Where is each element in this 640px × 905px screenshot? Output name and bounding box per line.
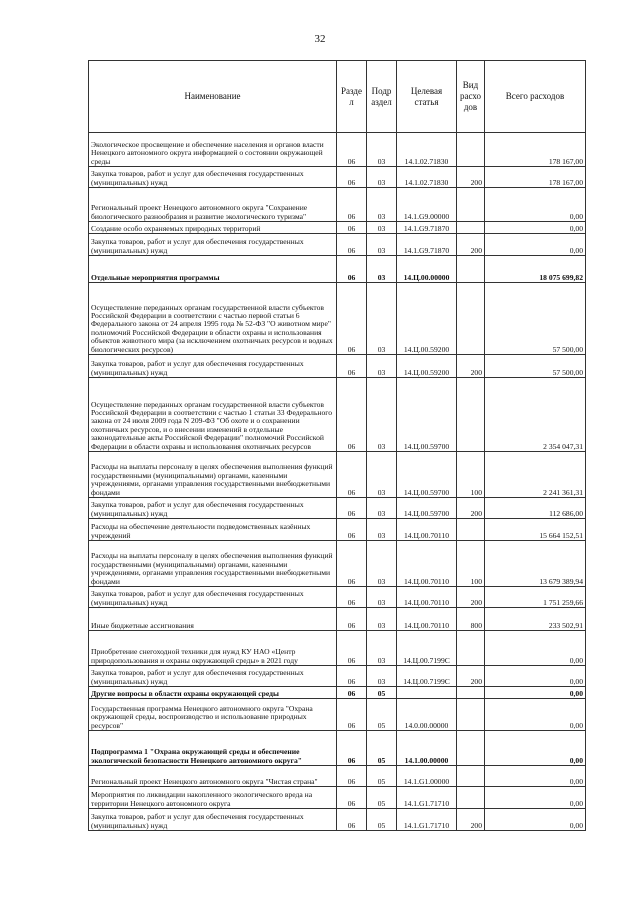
cell-name: Закупка товаров, работ и услуг для обеспечения государственных (муниципальных) нужд: [89, 809, 337, 831]
cell-name: Расходы на обеспечение деятельности подведомственных казённых учреждений: [89, 519, 337, 541]
table-row: [89, 188, 586, 222]
cell-type: [457, 699, 485, 731]
table-row: [89, 731, 586, 766]
cell-total: 233 502,91: [485, 608, 586, 631]
cell-total: 0,00: [485, 222, 586, 234]
cell-subsection: 03: [367, 631, 397, 666]
cell-name: Закупка товаров, работ и услуг для обеспечения государственных (муниципальных) нужд: [89, 666, 337, 687]
cell-section: 06: [337, 519, 367, 541]
cell-target: 14.1.G1.71710: [397, 809, 457, 831]
cell-name: Экологическое просвещение и обеспечение населения и органов власти Ненецкого автономного округа информацией о состоянии окружающей среды: [89, 133, 337, 167]
cell-type: [457, 222, 485, 234]
cell-target: 14.1.00.00000: [397, 731, 457, 766]
cell-total: 0,00: [485, 188, 586, 222]
cell-target: 14.Ц.00.59200: [397, 355, 457, 378]
cell-type: 200: [457, 234, 485, 256]
cell-name: Региональный проект Ненецкого автономного округа "Сохранение биологического разнообразия и развитие экологического туризма": [89, 188, 337, 222]
table-row: [89, 133, 586, 167]
table-row: [89, 608, 586, 631]
cell-name: Подпрограмма 1 "Охрана окружающей среды и обеспечение экологической безопасности Ненецкого автономного округа": [89, 731, 337, 766]
cell-target: 14.1.02.71830: [397, 133, 457, 167]
cell-name: Закупка товаров, работ и услуг для обеспечения государственных (муниципальных) нужд: [89, 234, 337, 256]
cell-subsection: 05: [367, 699, 397, 731]
cell-subsection: 03: [367, 519, 397, 541]
cell-section: 06: [337, 222, 367, 234]
cell-total: 0,00: [485, 809, 586, 831]
cell-target: 14.Ц.00.59200: [397, 283, 457, 355]
table-row: [89, 355, 586, 378]
cell-total: 178 167,00: [485, 167, 586, 188]
cell-total: 0,00: [485, 731, 586, 766]
cell-subsection: 03: [367, 133, 397, 167]
cell-section: 06: [337, 133, 367, 167]
table-row: [89, 587, 586, 608]
cell-name: Осуществление переданных органам государственной власти субъектов Российской Федерации в соответствии с частью первой статьи 6 Федерального закона от 24 апреля 1995 года № 52-ФЗ "О животном мире" полномочий Российской Федерации в области охраны и использования объектов животного мира (за исключением охотничьих ресурсов и водных биологических ресурсов): [89, 283, 337, 355]
cell-name: Осуществление переданных органам государственной власти субъектов Российской Федерации в соответствии с частью 1 статьи 33 Федерального закона от 24 июля 2009 года N 209-ФЗ "Об охоте и о сохранении охотничьих ресурсов, и о внесении изменений в отдельные законодательные акты Российской Федерации" полномочий Российской Федерации в области охраны и использования охотничьих ресурсов: [89, 378, 337, 452]
cell-name: Государственная программа Ненецкого автономного округа "Охрана окружающей среды, воспроизводство и использование природных ресурсов": [89, 699, 337, 731]
cell-subsection: 03: [367, 283, 397, 355]
cell-total: 0,00: [485, 787, 586, 809]
cell-type: 100: [457, 452, 485, 498]
cell-type: 200: [457, 666, 485, 687]
cell-name: Расходы на выплаты персоналу в целях обеспечения выполнения функций государственными (муниципальными) органами, казенными учреждениями, органами управления государственными внебюджетными фондами: [89, 541, 337, 587]
cell-name: Закупка товаров, работ и услуг для обеспечения государственных (муниципальных) нужд: [89, 355, 337, 378]
cell-target: 14.1.02.71830: [397, 167, 457, 188]
cell-type: 200: [457, 809, 485, 831]
table-row: [89, 222, 586, 234]
table-row: [89, 687, 586, 699]
cell-total: 13 679 389,94: [485, 541, 586, 587]
cell-name: Другие вопросы в области охраны окружающей среды: [89, 687, 337, 699]
table-body: [89, 133, 586, 831]
cell-total: 178 167,00: [485, 133, 586, 167]
cell-total: 0,00: [485, 666, 586, 687]
header-total: Всего расходов: [485, 61, 586, 133]
table-row: [89, 378, 586, 452]
cell-type: [457, 378, 485, 452]
cell-target: 14.1.G1.71710: [397, 787, 457, 809]
cell-total: 0,00: [485, 766, 586, 787]
cell-type: 100: [457, 541, 485, 587]
cell-name: Закупка товаров, работ и услуг для обеспечения государственных (муниципальных) нужд: [89, 498, 337, 519]
cell-type: [457, 256, 485, 283]
cell-total: 57 500,00: [485, 283, 586, 355]
table-row: [89, 666, 586, 687]
cell-name: Закупка товаров, работ и услуг для обеспечения государственных (муниципальных) нужд: [89, 167, 337, 188]
cell-section: 06: [337, 687, 367, 699]
cell-subsection: 03: [367, 666, 397, 687]
table-row: [89, 234, 586, 256]
cell-type: 800: [457, 608, 485, 631]
cell-total: 112 686,00: [485, 498, 586, 519]
cell-section: 06: [337, 452, 367, 498]
table-row: [89, 787, 586, 809]
cell-section: 06: [337, 498, 367, 519]
cell-target: 14.Ц.00.00000: [397, 256, 457, 283]
cell-type: 200: [457, 498, 485, 519]
cell-subsection: 05: [367, 766, 397, 787]
cell-name: Приобретение снегоходной техники для нужд КУ НАО «Центр природопользования и охраны окружающей среды» в 2021 году: [89, 631, 337, 666]
cell-subsection: 05: [367, 687, 397, 699]
cell-type: [457, 687, 485, 699]
cell-subsection: 03: [367, 355, 397, 378]
cell-subsection: 03: [367, 167, 397, 188]
table-row: [89, 699, 586, 731]
table-row: [89, 256, 586, 283]
cell-total: 1 751 259,66: [485, 587, 586, 608]
cell-type: [457, 731, 485, 766]
cell-name: Отдельные мероприятия программы: [89, 256, 337, 283]
cell-type: 200: [457, 587, 485, 608]
cell-type: [457, 188, 485, 222]
cell-section: 06: [337, 631, 367, 666]
table-row: [89, 631, 586, 666]
header-name: Наименование: [89, 61, 337, 133]
page-number: 32: [314, 33, 326, 45]
cell-total: 0,00: [485, 687, 586, 699]
cell-subsection: 03: [367, 188, 397, 222]
cell-target: 14.Ц.00.70110: [397, 608, 457, 631]
cell-name: Закупка товаров, работ и услуг для обеспечения государственных (муниципальных) нужд: [89, 587, 337, 608]
table-row: [89, 809, 586, 831]
table-header-row: [89, 61, 586, 133]
cell-target: 14.Ц.00.70110: [397, 541, 457, 587]
table-row: [89, 498, 586, 519]
cell-subsection: 03: [367, 498, 397, 519]
cell-section: 06: [337, 355, 367, 378]
header-section: Разде л: [337, 61, 367, 133]
cell-target: 14.Ц.00.7199С: [397, 631, 457, 666]
cell-total: 57 500,00: [485, 355, 586, 378]
cell-total: 2 241 361,31: [485, 452, 586, 498]
cell-section: 06: [337, 787, 367, 809]
cell-subsection: 03: [367, 378, 397, 452]
cell-target: 14.0.00.00000: [397, 699, 457, 731]
cell-target: 14.Ц.00.70110: [397, 587, 457, 608]
header-type: Вид расхо дов: [457, 61, 485, 133]
cell-name: Расходы на выплаты персоналу в целях обеспечения выполнения функций государственными (муниципальными) органами, казенными учреждениями, органами управления государственными внебюджетными фондами: [89, 452, 337, 498]
cell-name: Мероприятия по ликвидации накопленного экологического вреда на территории Ненецкого автономного округа: [89, 787, 337, 809]
cell-subsection: 03: [367, 452, 397, 498]
cell-total: 0,00: [485, 631, 586, 666]
cell-section: 06: [337, 699, 367, 731]
cell-total: 2 354 047,31: [485, 378, 586, 452]
cell-total: 0,00: [485, 699, 586, 731]
cell-section: 06: [337, 283, 367, 355]
cell-total: 15 664 152,51: [485, 519, 586, 541]
cell-target: 14.1.G1.00000: [397, 766, 457, 787]
cell-type: [457, 766, 485, 787]
cell-section: 06: [337, 731, 367, 766]
cell-type: [457, 631, 485, 666]
table-row: [89, 452, 586, 498]
cell-section: 06: [337, 256, 367, 283]
cell-name: Региональный проект Ненецкого автономного округа "Чистая страна": [89, 766, 337, 787]
cell-target: 14.Ц.00.7199С: [397, 666, 457, 687]
cell-subsection: 05: [367, 809, 397, 831]
cell-total: 18 075 699,82: [485, 256, 586, 283]
cell-name: Иные бюджетные ассигнования: [89, 608, 337, 631]
cell-target: 14.1.G9.71870: [397, 234, 457, 256]
cell-subsection: 05: [367, 731, 397, 766]
cell-section: 06: [337, 587, 367, 608]
cell-type: 200: [457, 167, 485, 188]
cell-subsection: 03: [367, 541, 397, 587]
cell-section: 06: [337, 234, 367, 256]
header-target: Целевая статья: [397, 61, 457, 133]
cell-type: [457, 283, 485, 355]
cell-subsection: 03: [367, 222, 397, 234]
cell-type: [457, 133, 485, 167]
budget-table: [88, 60, 586, 831]
cell-target: 14.Ц.00.59700: [397, 378, 457, 452]
cell-section: 06: [337, 608, 367, 631]
cell-target: 14.1.G9.71870: [397, 222, 457, 234]
cell-name: Создание особо охраняемых природных территорий: [89, 222, 337, 234]
cell-target: 14.Ц.00.59700: [397, 498, 457, 519]
header-subsection: Подр аздел: [367, 61, 397, 133]
cell-subsection: 03: [367, 608, 397, 631]
cell-type: [457, 787, 485, 809]
cell-target: 14.1.G9.00000: [397, 188, 457, 222]
cell-total: 0,00: [485, 234, 586, 256]
cell-target: [397, 687, 457, 699]
cell-section: 06: [337, 766, 367, 787]
table-row: [89, 167, 586, 188]
cell-subsection: 03: [367, 256, 397, 283]
cell-type: 200: [457, 355, 485, 378]
cell-section: 06: [337, 167, 367, 188]
cell-target: 14.Ц.00.59700: [397, 452, 457, 498]
table-row: [89, 283, 586, 355]
cell-subsection: 03: [367, 234, 397, 256]
cell-section: 06: [337, 666, 367, 687]
cell-section: 06: [337, 378, 367, 452]
cell-section: 06: [337, 541, 367, 587]
table-row: [89, 519, 586, 541]
cell-section: 06: [337, 188, 367, 222]
table-row: [89, 541, 586, 587]
cell-section: 06: [337, 809, 367, 831]
table-row: [89, 766, 586, 787]
cell-type: [457, 519, 485, 541]
cell-subsection: 05: [367, 787, 397, 809]
cell-target: 14.Ц.00.70110: [397, 519, 457, 541]
cell-subsection: 03: [367, 587, 397, 608]
